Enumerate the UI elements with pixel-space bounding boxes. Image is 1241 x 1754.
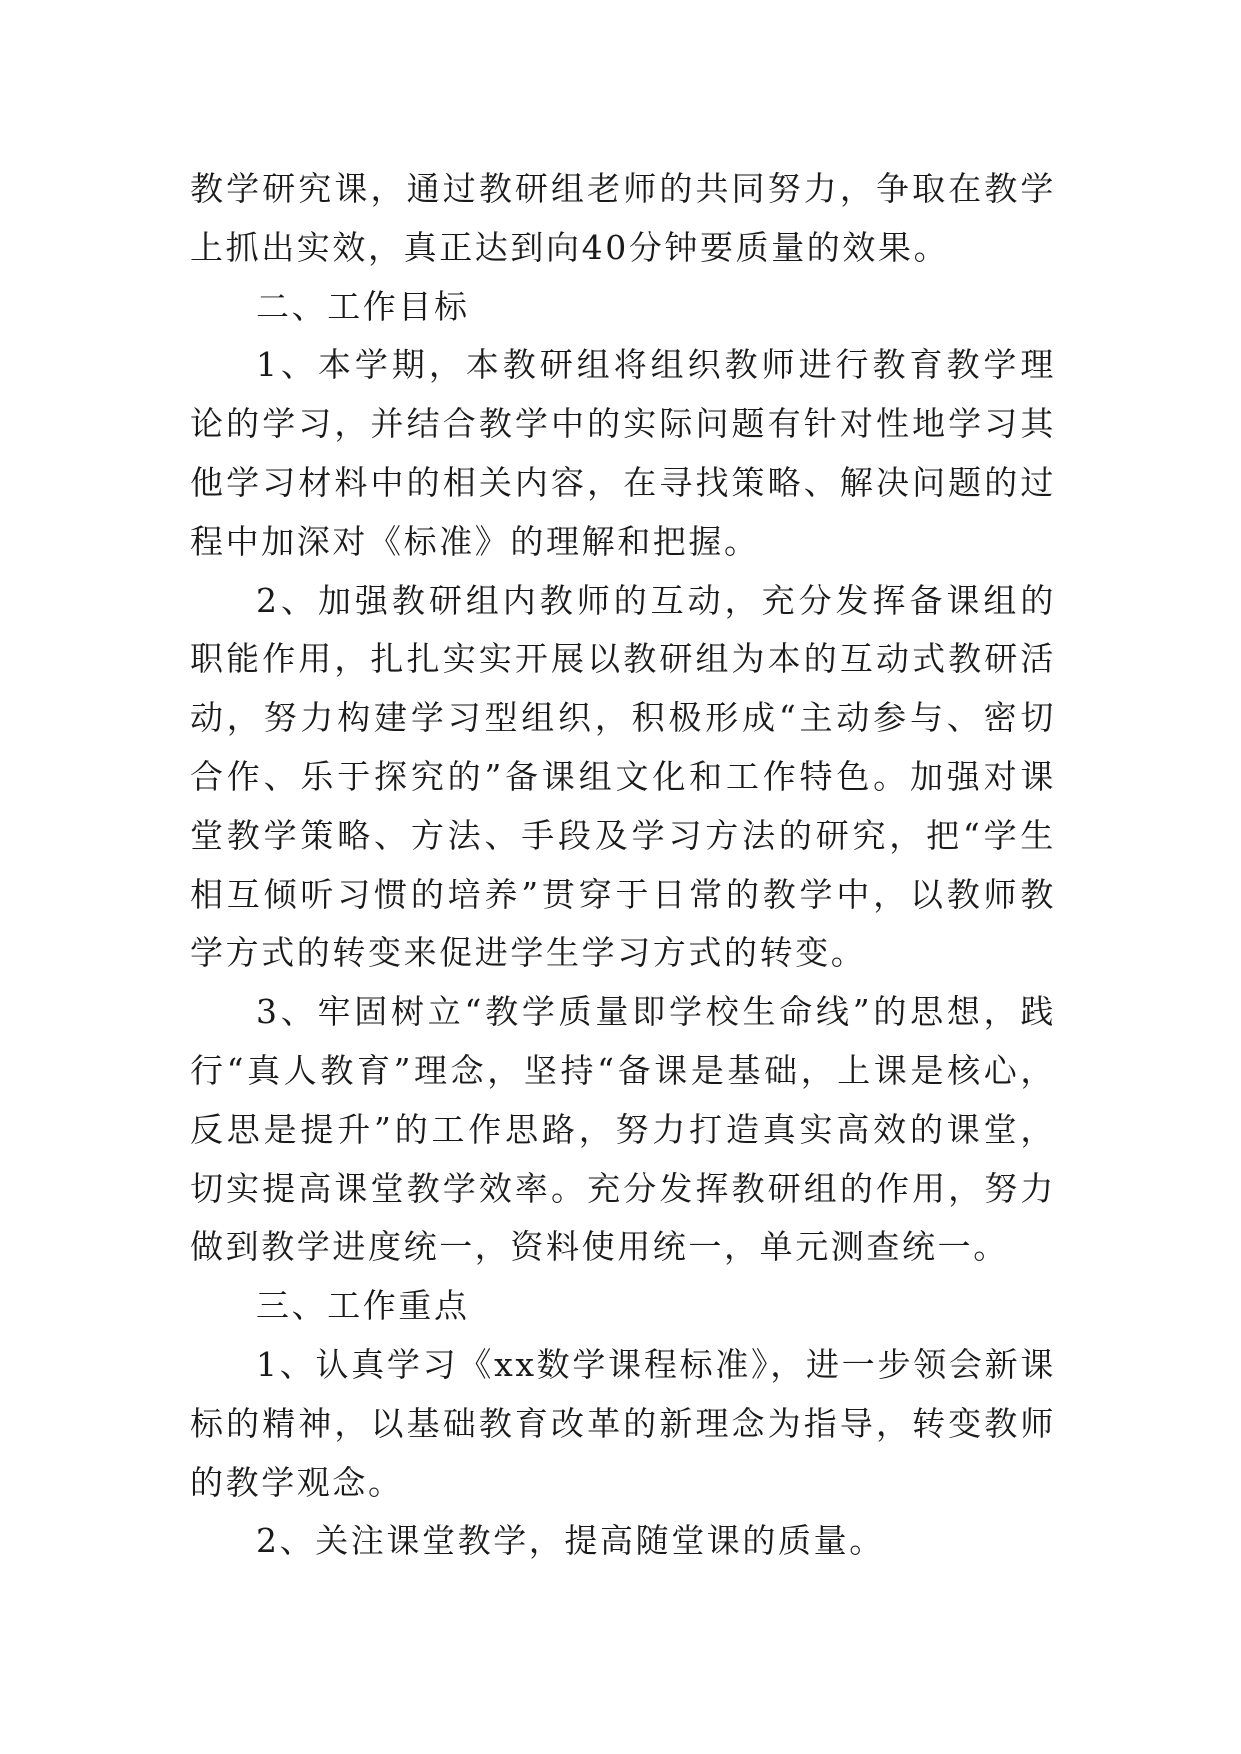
paragraph-goal-3: 3、牢固树立“教学质量即学校生命线”的思想，践行“真人教育”理念，坚持“备课是基础，上课是核心，反思是提升”的工作思路，努力打造真实高效的课堂，切实提高课堂教学效率。充分发挥教研组的作用，努力做到教学进度统一，资料使用统一，单元测查统一。 — [190, 992, 1056, 1267]
paragraph-goal-1: 1、本学期，本教研组将组织教师进行教育教学理论的学习，并结合教学中的实际问题有针对性地学习其他学习材料中的相关内容，在寻找策略、解决问题的过程中加深对《标准》的理解和把握。 — [190, 345, 1056, 561]
section-heading-work-goals: 二、工作目标 — [256, 286, 470, 326]
paragraph-goal-2: 2、加强教研组内教师的互动，充分发挥备课组的职能作用，扎扎实实开展以教研组为本的互动式教研活动，努力构建学习型组织，积极形成“主动参与、密切合作、乐于探究的”备课组文化和工作特色。加强对课堂教学策略、方法、手段及学习方法的研究，把“学生相互倾听习惯的培养”贯穿于日常的教学中，以教师教学方式的转变来促进学生学习方式的转变。 — [190, 580, 1056, 973]
document-body — [190, 160, 1056, 1571]
paragraph-focus-1: 1、认真学习《xx数学课程标准》，进一步领会新课标的精神，以基础教育改革的新理念为指导，转变教师的教学观念。 — [190, 1344, 1056, 1502]
paragraph-focus-2: 2、关注课堂教学，提高随堂课的质量。 — [256, 1521, 885, 1561]
section-heading-work-focus: 三、工作重点 — [256, 1286, 470, 1326]
paragraph-continuation: 教学研究课，通过教研组老师的共同努力，争取在教学上抓出实效，真正达到向40分钟要质量的效果。 — [190, 169, 1056, 267]
